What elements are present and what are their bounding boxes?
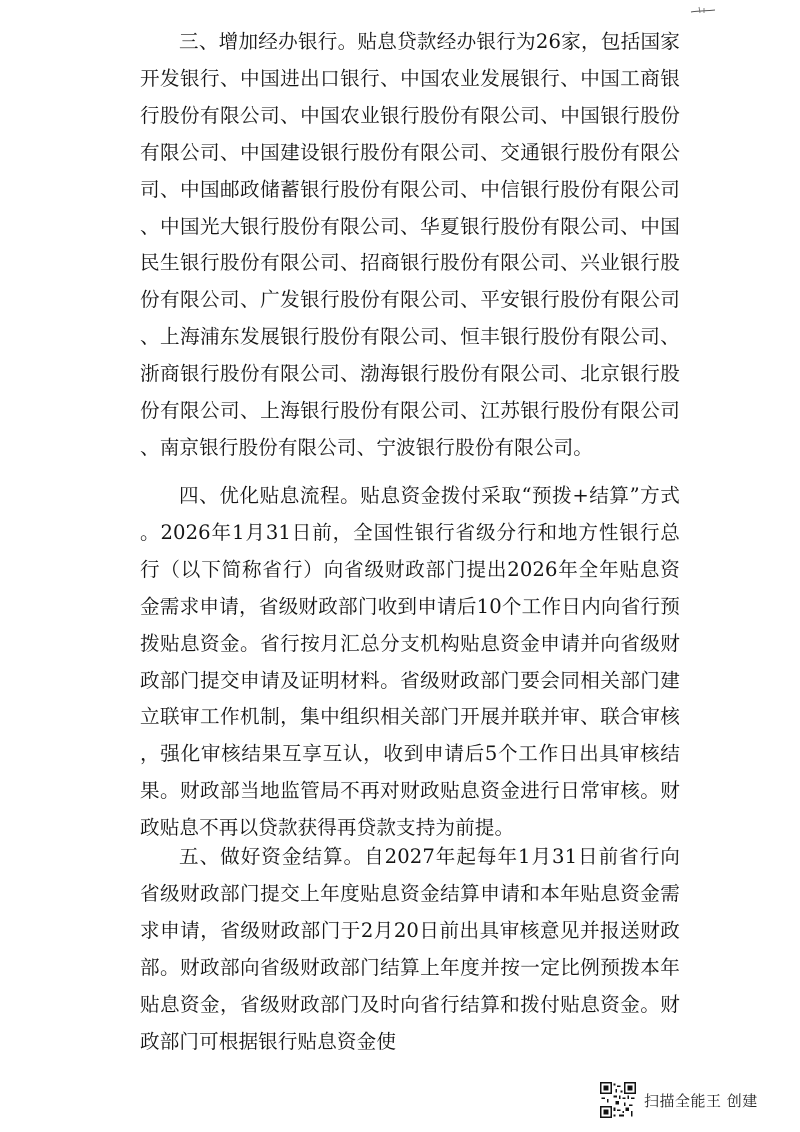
paragraph-fund-settlement: 五、做好资金结算。自2027年起每年1月31日前省行向省级财政部门提交上年度贴息资金结算申请和本年贴息资金需求申请，省级财政部门于2月20日前出具审核意见并报送财政部。财政部向省级财政部门结算上年度并按一定比例预拨本年贴息资金，省级财政部门及时向省行结算和拨付贴息资金。财政部门可根据银行贴息资金使 xyxy=(140,845,680,1053)
qr-code-icon xyxy=(600,1082,636,1118)
watermark-text: 扫描全能王 创建 xyxy=(644,1091,758,1110)
scan-artifact-mark xyxy=(690,5,716,15)
paragraph-bank-list: 三、增加经办银行。贴息贷款经办银行为26家，包括国家开发银行、中国进出口银行、中国农业发展银行、中国工商银行股份有限公司、中国农业银行股份有限公司、中国银行股份有限公司、中国建设银行股份有限公司、交通银行股份有限公司、中国邮政储蓄银行股份有限公司、中信银行股份有限公司、中国光大银行股份有限公司、华夏银行股份有限公司、中国民生银行股份有限公司、招商银行股份有限公司、兴业银行股份有限公司、广发银行股份有限公司、平安银行股份有限公司、上海浦东发展银行股份有限公司、恒丰银行股份有限公司、浙商银行股份有限公司、渤海银行股份有限公司、北京银行股份有限公司、上海银行股份有限公司、江苏银行股份有限公司、南京银行股份有限公司、宁波银行股份有限公司。 xyxy=(140,30,680,459)
scanner-watermark xyxy=(600,1082,758,1118)
paragraph-interest-process: 四、优化贴息流程。贴息资金拨付采取“预拨+结算”方式。2026年1月31日前，全国性银行省级分行和地方性银行总行（以下简称省行）向省级财政部门提出2026年全年贴息资金需求申请，省级财政部门收到申请后10个工作日内向省行预拨贴息资金。省行按月汇总分支机构贴息资金申请并向省级财政部门提交申请及证明材料。省级财政部门要会同相关部门建立联审工作机制，集中组织相关部门开展并联并审、联合审核，强化审核结果互享互认，收到申请后5个工作日出具审核结果。财政部当地监管局不再对财政贴息资金进行日常审核。财政贴息不再以贷款获得再贷款支持为前提。 xyxy=(140,484,680,840)
